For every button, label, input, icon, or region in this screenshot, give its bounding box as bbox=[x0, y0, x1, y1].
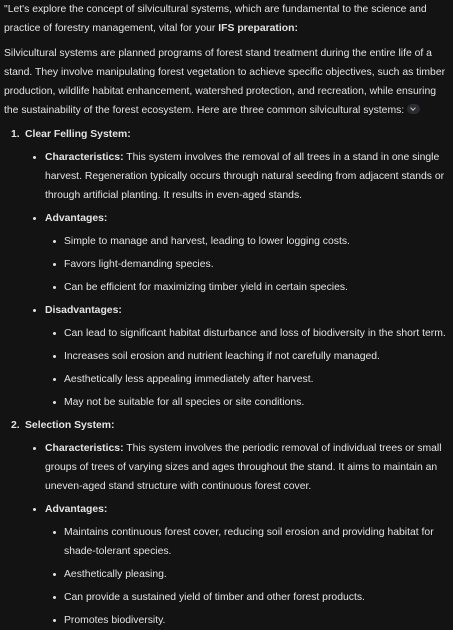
system-details bbox=[25, 439, 449, 630]
advantages-item bbox=[25, 209, 449, 297]
bullet-icon bbox=[53, 531, 56, 534]
bullet-icon bbox=[53, 355, 56, 358]
disadvantages-item bbox=[25, 301, 449, 412]
system-title: Clear Felling System: bbox=[25, 129, 131, 140]
bullet-icon bbox=[53, 573, 56, 576]
list-item-text: Aesthetically less appealing immediately after harvest. bbox=[64, 374, 314, 385]
list-item-text: Favors light-demanding species. bbox=[64, 259, 214, 270]
list-item-text: Can be efficient for maximizing timber yield in certain species. bbox=[64, 282, 348, 293]
intro-bold: IFS preparation: bbox=[218, 23, 298, 34]
advantages-item bbox=[25, 500, 449, 630]
bullet-icon bbox=[53, 332, 56, 335]
list-item bbox=[45, 232, 449, 251]
list-item bbox=[45, 523, 449, 561]
characteristics-text: This system involves the periodic removal of individual trees or small groups of trees of varying sizes and ages throughout the stand. It aims to maintain an uneven-aged stand structure with continuous forest cover. bbox=[45, 443, 442, 492]
list-item-text: Increases soil erosion and nutrient leaching if not carefully managed. bbox=[64, 351, 380, 362]
characteristics-label: Characteristics: bbox=[45, 443, 124, 454]
advantages-label: Advantages: bbox=[45, 504, 108, 515]
bullet-icon bbox=[33, 156, 36, 159]
bullet-icon bbox=[53, 286, 56, 289]
list-item-text: Maintains continuous forest cover, reducing soil erosion and providing habitat for shade-tolerant species. bbox=[64, 527, 434, 557]
list-item-text: May not be suitable for all species or site conditions. bbox=[64, 397, 305, 408]
list-item bbox=[45, 255, 449, 274]
system-number: 2. bbox=[11, 420, 20, 431]
chevron-down-icon[interactable] bbox=[407, 104, 420, 114]
list-item bbox=[45, 324, 449, 343]
system-details bbox=[25, 148, 449, 412]
list-item-text: Can lead to significant habitat disturbance and loss of biodiversity in the short term. bbox=[64, 328, 446, 339]
characteristics-label: Characteristics: bbox=[45, 152, 124, 163]
characteristics-item bbox=[25, 439, 449, 496]
advantages-list bbox=[45, 232, 449, 297]
list-item bbox=[45, 393, 449, 412]
bullet-icon bbox=[53, 596, 56, 599]
bullet-icon bbox=[53, 401, 56, 404]
list-item bbox=[45, 588, 449, 607]
bullet-icon bbox=[53, 619, 56, 622]
list-item bbox=[45, 611, 449, 630]
list-item bbox=[45, 278, 449, 297]
list-item-text: Can provide a sustained yield of timber and other forest products. bbox=[64, 592, 365, 603]
list-item bbox=[45, 347, 449, 366]
system-item bbox=[4, 125, 449, 412]
system-title: Selection System: bbox=[25, 420, 115, 431]
characteristics-text: This system involves the removal of all trees in a stand in one single harvest. Regeneration typically occurs through natural seeding from adjacent stands or through artificial planting. It results in even-aged stands. bbox=[45, 152, 445, 201]
system-number: 1. bbox=[11, 129, 20, 140]
advantages-list bbox=[45, 523, 449, 630]
bullet-icon bbox=[53, 240, 56, 243]
bullet-icon bbox=[33, 217, 36, 220]
intro-paragraph bbox=[4, 0, 449, 38]
characteristics-item bbox=[25, 148, 449, 205]
bullet-icon bbox=[53, 378, 56, 381]
bullet-icon bbox=[33, 309, 36, 312]
advantages-label: Advantages: bbox=[45, 213, 108, 224]
intro-text: "Let's explore the concept of silvicultural systems, which are fundamental to the science and practice of forestry management, vital for your bbox=[4, 4, 427, 34]
bullet-icon bbox=[33, 508, 36, 511]
systems-list bbox=[4, 125, 449, 630]
list-item-text: Simple to manage and harvest, leading to lower logging costs. bbox=[64, 236, 350, 247]
disadvantages-label: Disadvantages: bbox=[45, 305, 122, 316]
list-item bbox=[45, 370, 449, 389]
bullet-icon bbox=[53, 263, 56, 266]
bullet-icon bbox=[33, 447, 36, 450]
definition-text: Silvicultural systems are planned programs of forest stand treatment during the entire life of a stand. They involve manipulating forest vegetation to achieve specific objectives, such as timber production, wildlife habitat enhancement, watershed protection, and recreation, while ensuring the sustainability of the forest ecosystem. Here are three common silvicultural systems: bbox=[4, 48, 446, 116]
definition-paragraph bbox=[4, 44, 449, 120]
disadvantages-list bbox=[45, 324, 449, 412]
system-item bbox=[4, 416, 449, 630]
list-item-text: Aesthetically pleasing. bbox=[64, 569, 167, 580]
list-item bbox=[45, 565, 449, 584]
list-item-text: Promotes biodiversity. bbox=[64, 615, 166, 626]
